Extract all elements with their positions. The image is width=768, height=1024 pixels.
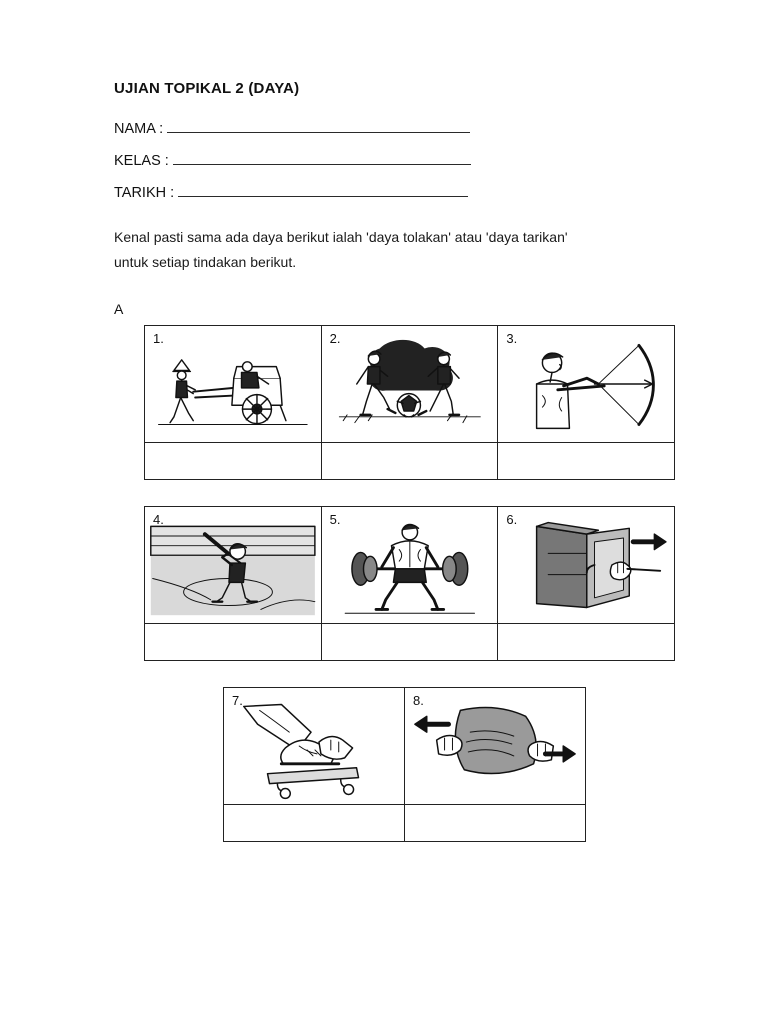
item-5-picture	[322, 507, 498, 623]
field-tarikh	[114, 183, 674, 201]
item-4-answer-space[interactable]	[145, 623, 321, 660]
item-1-picture	[145, 326, 321, 442]
item-7-answer-space[interactable]	[224, 804, 404, 841]
field-kelas	[114, 151, 674, 169]
item-3-picture	[498, 326, 674, 442]
item-2	[321, 325, 499, 480]
page-title: UJIAN TOPIKAL 2 (DAYA)	[114, 80, 300, 97]
baseball-batter-swinging-icon	[145, 507, 321, 623]
item-3	[497, 325, 675, 480]
field-nama	[114, 119, 674, 137]
children-playing-football-icon	[322, 326, 498, 442]
item-4-picture	[145, 507, 321, 623]
archer-drawing-bow-icon	[498, 326, 674, 442]
item-1	[144, 325, 322, 480]
field-nama-input[interactable]	[167, 119, 470, 133]
field-nama-label: NAMA :	[114, 121, 164, 137]
picture-grid	[144, 325, 674, 842]
item-7	[223, 687, 405, 842]
item-6-picture	[498, 507, 674, 623]
item-2-answer-space[interactable]	[322, 442, 498, 479]
hands-squeezing-pillow-icon	[405, 688, 585, 804]
hand-pulling-cabinet-door-icon	[498, 507, 674, 623]
item-5	[321, 506, 499, 661]
weightlifter-lifting-barbell-icon	[322, 507, 498, 623]
item-2-number: 2.	[329, 331, 341, 346]
item-4-number: 4.	[153, 512, 164, 527]
item-8-answer-space[interactable]	[405, 804, 585, 841]
item-6-number: 6.	[506, 512, 518, 527]
item-5-number: 5.	[329, 512, 341, 527]
man-pulling-rickshaw-cart-icon	[145, 326, 321, 442]
grid-row	[144, 506, 674, 661]
item-7-number: 7.	[232, 693, 243, 708]
item-1-answer-space[interactable]	[145, 442, 321, 479]
hands-pushing-shoe-on-skateboard-icon	[224, 688, 404, 804]
item-1-number: 1.	[153, 331, 164, 346]
item-8	[404, 687, 586, 842]
item-6	[497, 506, 675, 661]
item-7-picture	[224, 688, 404, 804]
item-8-picture	[405, 688, 585, 804]
instruction-line-1: Kenal pasti sama ada daya berikut ialah 'daya tolakan' atau 'daya tarikan'	[114, 229, 568, 245]
instructions	[114, 225, 674, 275]
item-4	[144, 506, 322, 661]
item-6-answer-space[interactable]	[498, 623, 674, 660]
field-kelas-label: KELAS :	[114, 153, 169, 169]
worksheet-content	[114, 80, 674, 868]
instruction-line-2: untuk setiap tindakan berikut.	[114, 254, 297, 270]
item-3-number: 3.	[506, 331, 518, 346]
grid-row	[144, 325, 674, 480]
field-tarikh-label: TARIKH :	[114, 185, 175, 201]
field-kelas-input[interactable]	[173, 151, 471, 165]
item-5-answer-space[interactable]	[322, 623, 498, 660]
grid-row	[134, 687, 674, 842]
field-tarikh-input[interactable]	[178, 183, 468, 197]
section-letter: A	[114, 301, 124, 317]
item-3-answer-space[interactable]	[498, 442, 674, 479]
item-8-number: 8.	[413, 693, 424, 708]
item-2-picture	[322, 326, 498, 442]
